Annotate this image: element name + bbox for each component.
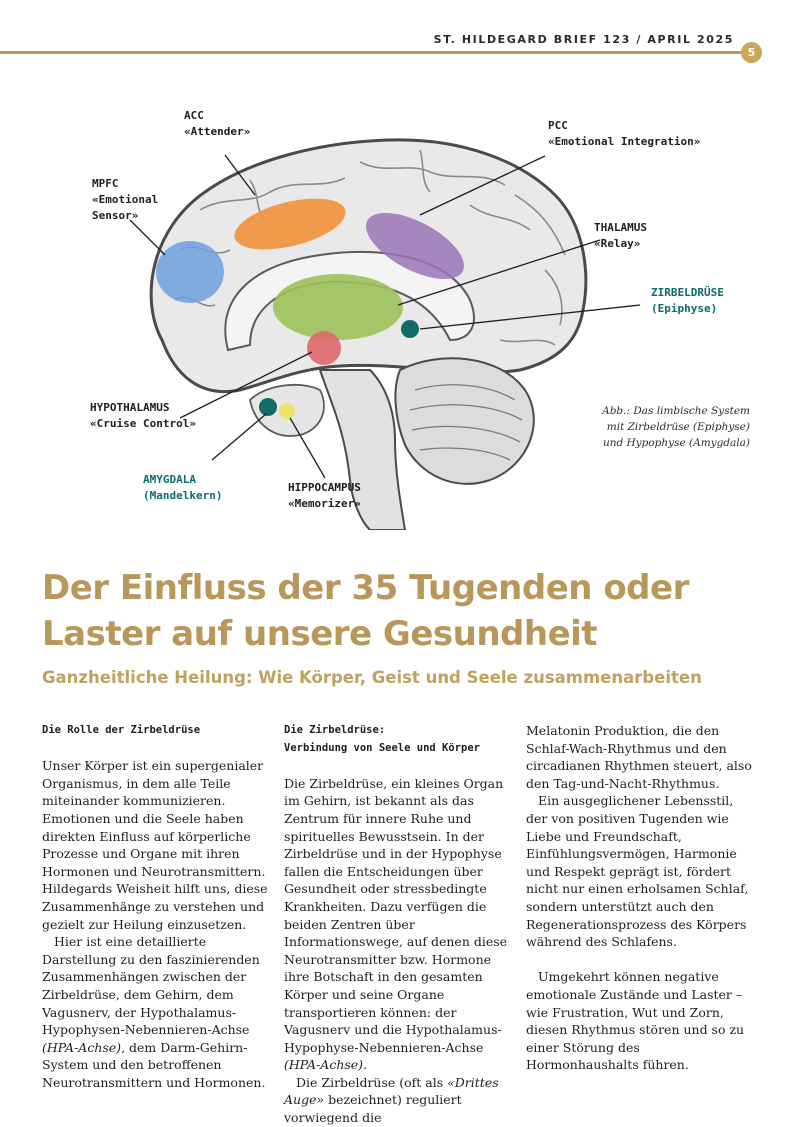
paragraph: Melatonin Produktion, die den Schlaf-Wach-Rhythmus und den circadianen Rhythmen steuert, also den Tag-und-Nacht-Rhythmus. [526, 723, 752, 791]
figure-caption: Abb.: Das limbische System mit Zirbeldrüse (Epiphyse) und Hypophyse (Amygdala) [602, 405, 750, 449]
paragraph: Unser Körper ist ein supergenialer Organismus, in dem alle Teile miteinander kommunizieren. Emotionen und die Seele haben direkten Einfluss auf körperliche Prozesse und Organe mit ihren Hormonen und Neurotransmittern. Hildegards Weisheit hilft uns, diese Zusammenhänge zu verstehen und gezielt zur Heilung einzusetzen. [42, 758, 268, 932]
paragraph: Umgekehrt können negative emotionale Zustände und Laster – wie Frustration, Wut und Zorn, diesen Rhythmus stören und so zu einer Störung des Hormonhaushalts führen. [526, 969, 745, 1073]
amygdala-region [259, 398, 277, 416]
label-pcc: PCC «Emotional Integration» [548, 119, 701, 148]
hippocampus-region [279, 403, 295, 419]
text-column-1 [42, 722, 270, 1091]
cerebellum [395, 358, 533, 484]
mpfc-region [156, 241, 224, 303]
text-column-3 [526, 722, 754, 1074]
header-rule [0, 51, 756, 54]
label-zirbeldruese: ZIRBELDRÜSE (Epiphyse) [651, 286, 724, 315]
article-subtitle: Ganzheitliche Heilung: Wie Körper, Geist und Seele zusammenarbeiten [42, 668, 702, 687]
paragraph: Die Zirbeldrüse, ein kleines Organ im Gehirn, ist bekannt als das Zentrum für innere Ruhe und spirituelles Bewusstsein. In der Zirbeldrüse und in der Hypophyse fallen die Entscheidungen über Gesundheit oder stressbedingte Krankheiten. Dazu verfügen die beiden Zentren über Informationswege, auf denen diese Neurotransmitter bzw. Hormone ihre Botschaft in den gesamten Körper und seine Organe transportieren können: der Vagusnerv und die Hypothalamus-Hypophyse-Nebennieren-Achse (HPA-Achse). [284, 775, 508, 1073]
section-heading: Die Zirbeldrüse: Verbindung von Seele und Körper [284, 724, 480, 754]
label-hippocampus: HIPPOCAMPUS «Memorizer» [288, 481, 361, 510]
brain-figure [0, 100, 794, 530]
article-title: Der Einfluss der 35 Tugenden oder Laster auf unsere Gesundheit [42, 568, 689, 654]
text-column-2 [284, 722, 512, 1127]
label-amygdala: AMYGDALA (Mandelkern) [143, 473, 223, 502]
running-header: ST. HILDEGARD BRIEF 123 / APRIL 2025 [433, 33, 734, 46]
zirbeldruese-region [401, 320, 419, 338]
label-mpfc: MPFC «Emotional Sensor» [92, 177, 159, 222]
label-thalamus: THALAMUS «Relay» [594, 221, 647, 250]
label-hypothalamus: HYPOTHALAMUS «Cruise Control» [90, 401, 196, 430]
paragraph: Die Zirbeldrüse (oft als «Drittes Auge» bezeichnet) reguliert vorwiegend die [284, 1074, 499, 1126]
paragraph: Ein ausgeglichener Lebensstil, der von positiven Tugenden wie Liebe und Freundschaft, Einfühlungsvermögen, Harmonie und Respekt geprägt ist, fördert nicht nur einen erholsamen Schlaf, sondern unterstützt auch den Regenerationsprozess des Körpers während des Schlafens. [526, 793, 749, 950]
paragraph: Hier ist eine detaillierte Darstellung zu den faszinierenden Zusammenhängen zwischen der Zirbeldrüse, dem Gehirn, dem Vagusnerv, der Hypothalamus-Hypophysen-Nebennieren-Achse (HPA-Achse), dem Darm-Gehirn-System und den betroffenen Neurotransmittern und Hormonen. [42, 934, 266, 1090]
hypothalamus-region [307, 331, 341, 365]
page-number-badge: 5 [741, 42, 762, 63]
section-heading: Die Rolle der Zirbeldrüse [42, 724, 201, 736]
thalamus-region [273, 274, 403, 340]
label-acc: ACC «Attender» [184, 109, 251, 138]
